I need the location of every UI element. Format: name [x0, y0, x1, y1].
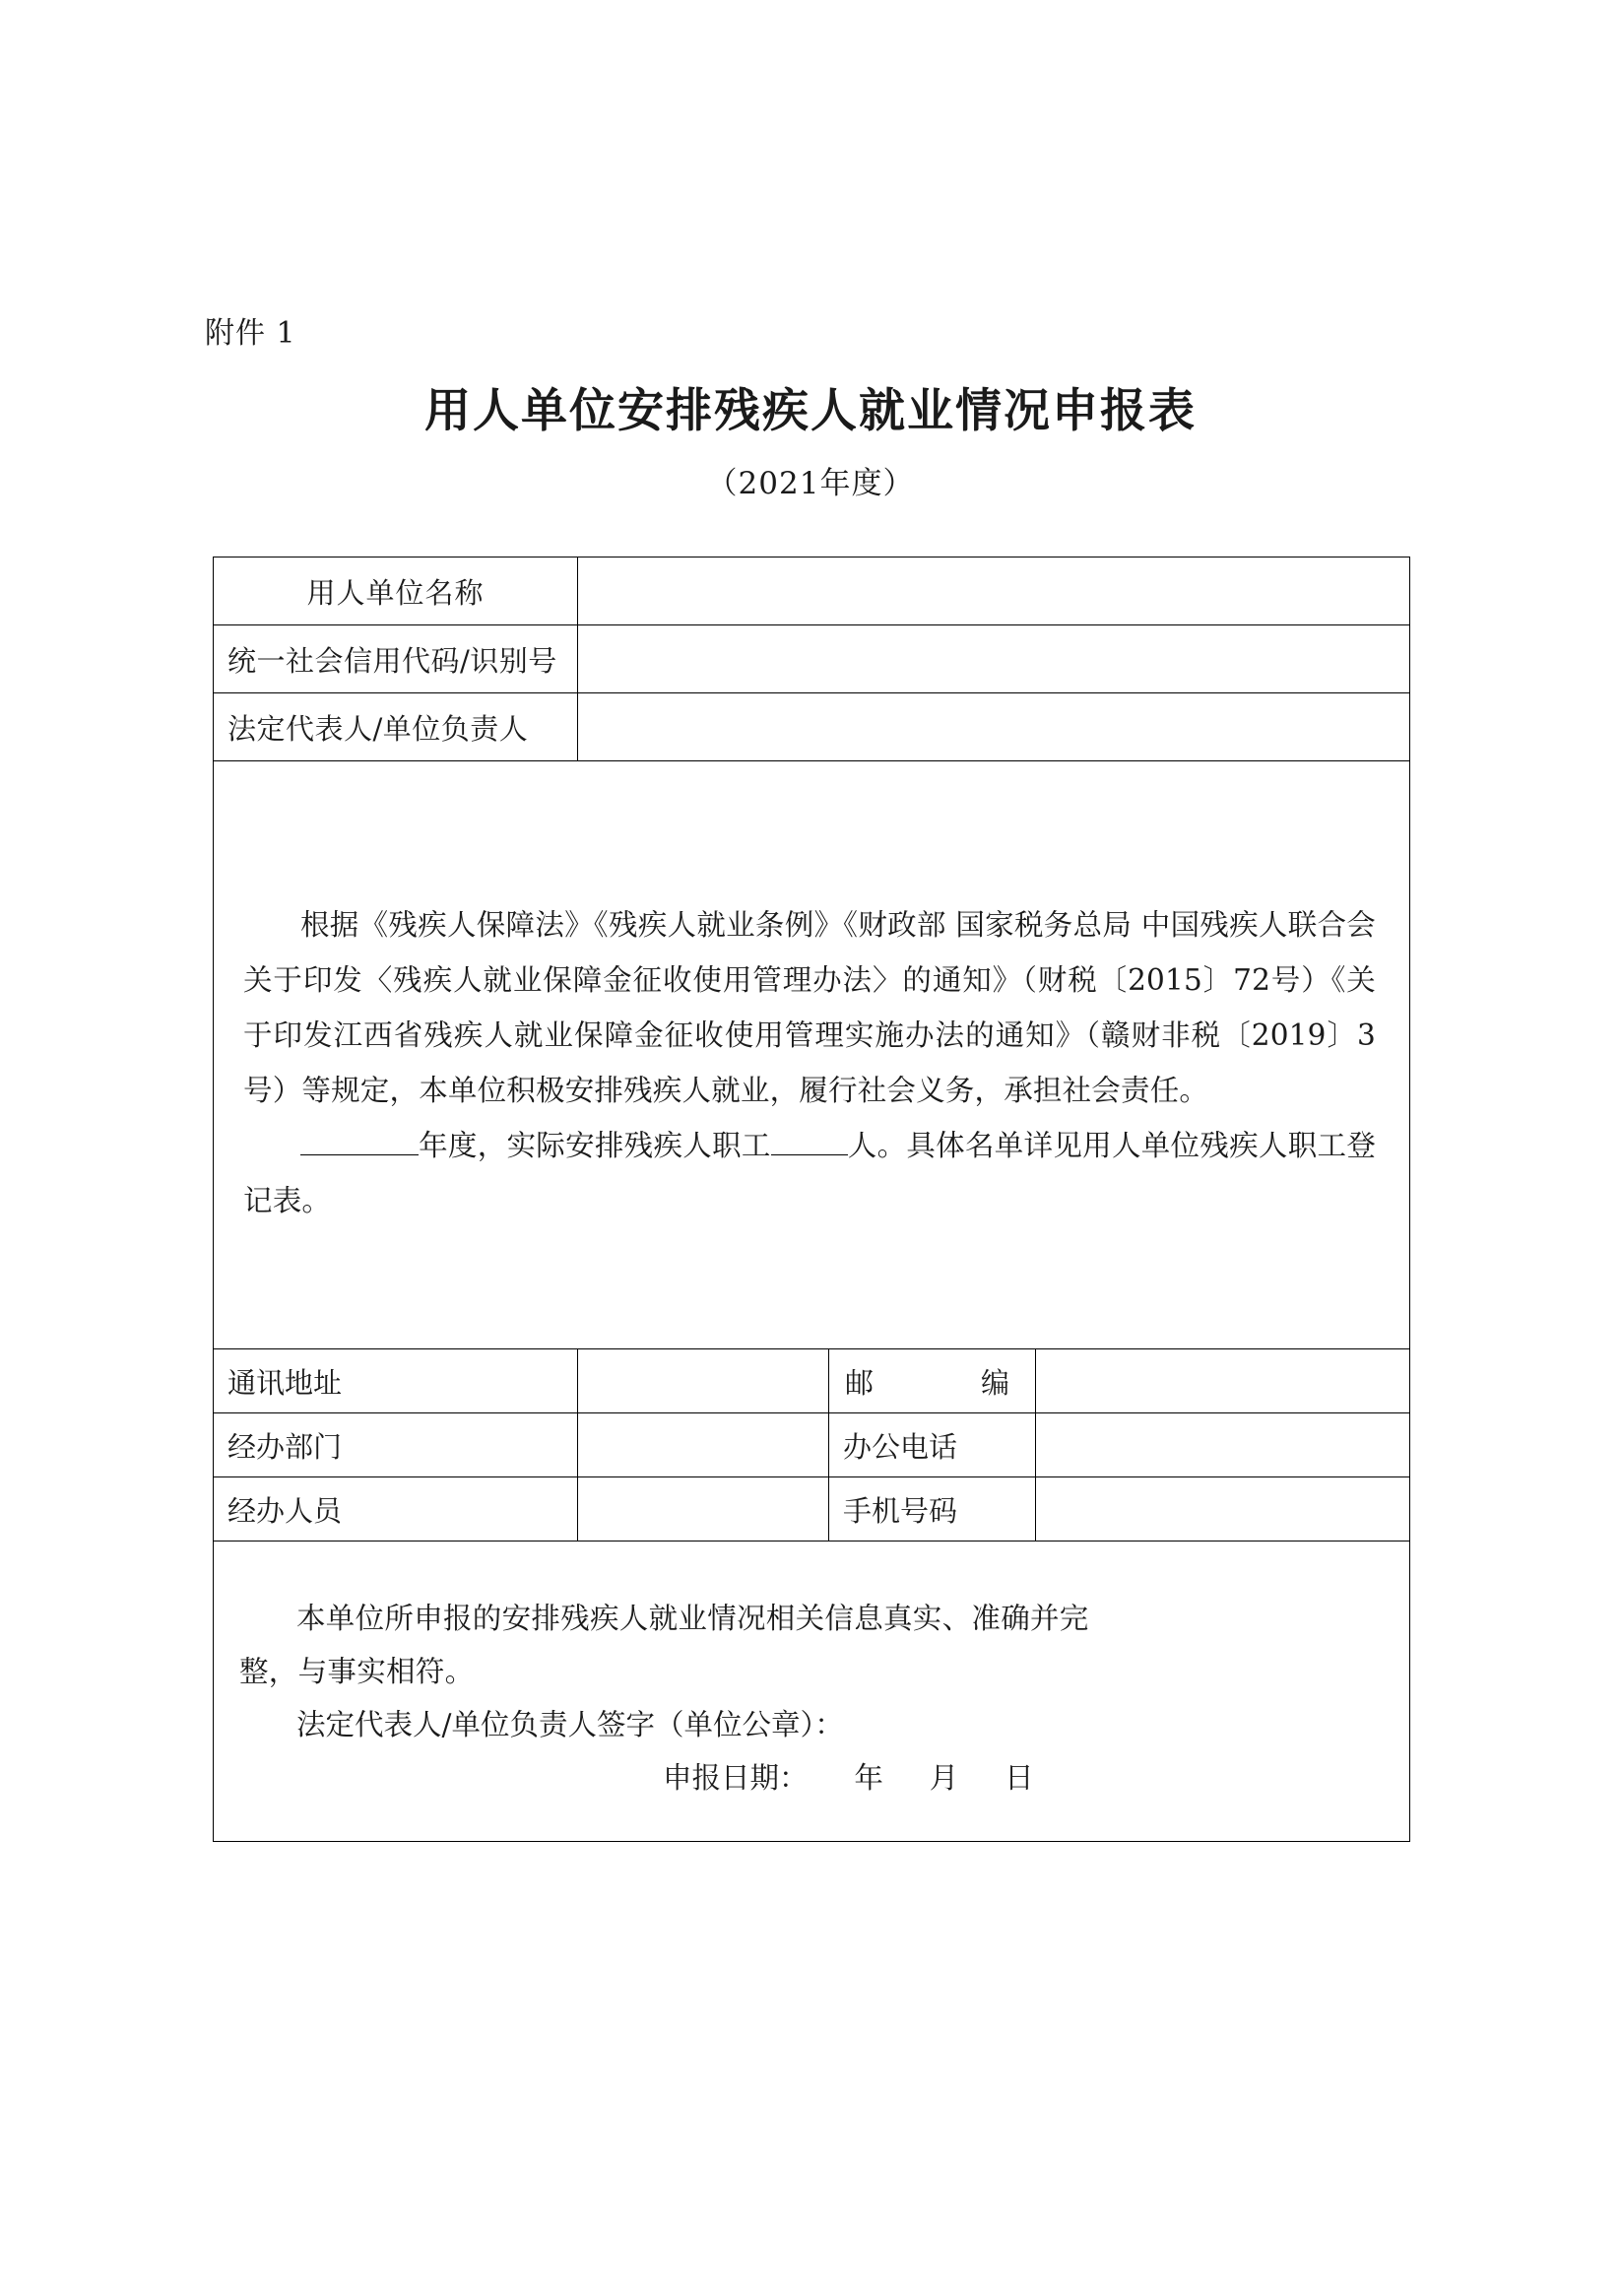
signature-line[interactable]: 法定代表人/单位负责人签字（单位公章）：: [296, 1708, 844, 1741]
footer-cell: [214, 1542, 1410, 1842]
operator-field[interactable]: [578, 1477, 829, 1542]
table-row: [214, 1542, 1410, 1842]
address-field[interactable]: [578, 1349, 829, 1413]
statement-text-2-part1: 年度，实际安排残疾人职工: [419, 1129, 771, 1162]
postcode-field[interactable]: [1036, 1349, 1410, 1413]
date-line[interactable]: 申报日期： 年 月 日: [663, 1761, 1034, 1795]
statement-paragraph-1: [243, 897, 1376, 1118]
declaration-line-2: 整，与事实相符。: [239, 1655, 475, 1688]
page-subtitle: （2021年度）: [706, 466, 915, 501]
credit-code-field[interactable]: [578, 625, 1410, 693]
table-row: [214, 761, 1410, 1349]
statement-text-2-part2: 人。具体名单详见用人单位残疾人职工登记表。: [243, 1129, 1377, 1217]
table-row: [214, 1349, 1410, 1413]
table-row: [214, 1477, 1410, 1542]
employer-name-field[interactable]: [578, 558, 1410, 625]
employer-name-label: 用人单位名称: [214, 558, 578, 625]
postcode-label: [829, 1349, 1036, 1413]
table-row: [214, 558, 1410, 625]
postcode-label-left: 邮: [845, 1365, 875, 1400]
declaration-text-1: 本单位所申报的安排残疾人就业情况相关信息真实、准确并完: [296, 1602, 1089, 1635]
statement-text-2: [243, 1118, 1376, 1228]
table-row: [214, 1413, 1410, 1477]
declaration-line-1: [239, 1592, 1384, 1645]
department-label: 经办部门: [214, 1413, 578, 1477]
address-label: 通讯地址: [214, 1349, 578, 1413]
table-row: [214, 693, 1410, 761]
year-blank-input[interactable]: [300, 1154, 419, 1155]
mobile-label: 手机号码: [829, 1477, 1036, 1542]
operator-label: 经办人员: [214, 1477, 578, 1542]
attachment-label: 附件 1: [205, 316, 296, 351]
page-title: 用人单位安排残疾人就业情况申报表: [424, 384, 1197, 438]
office-phone-field[interactable]: [1036, 1413, 1410, 1477]
legal-representative-field[interactable]: [578, 693, 1410, 761]
mobile-field[interactable]: [1036, 1477, 1410, 1542]
credit-code-label: 统一社会信用代码/识别号: [214, 625, 578, 693]
table-row: [214, 625, 1410, 693]
department-field[interactable]: [578, 1413, 829, 1477]
count-blank-input[interactable]: [771, 1154, 848, 1155]
statement-text-1: 根据《残疾人保障法》《残疾人就业条例》《财政部 国家税务总局 中国残疾人联合会关于印发〈残疾人就业保障金征收使用管理办法〉的通知》（财税〔2015〕72号）《关于印发江西省残疾人就业保障金征收使用管理实施办法的通知》（赣财非税〔2019〕3号）等规定，本单位积极安排残疾人就业，履行社会义务，承担社会责任。: [243, 908, 1377, 1107]
statement-cell: [214, 761, 1410, 1349]
office-phone-label: 办公电话: [829, 1413, 1036, 1477]
legal-representative-label: 法定代表人/单位负责人: [214, 693, 578, 761]
postcode-label-right: 编: [980, 1365, 1009, 1400]
statement-paragraph-2: [243, 1118, 1376, 1228]
declaration-form-table: [213, 557, 1410, 1842]
